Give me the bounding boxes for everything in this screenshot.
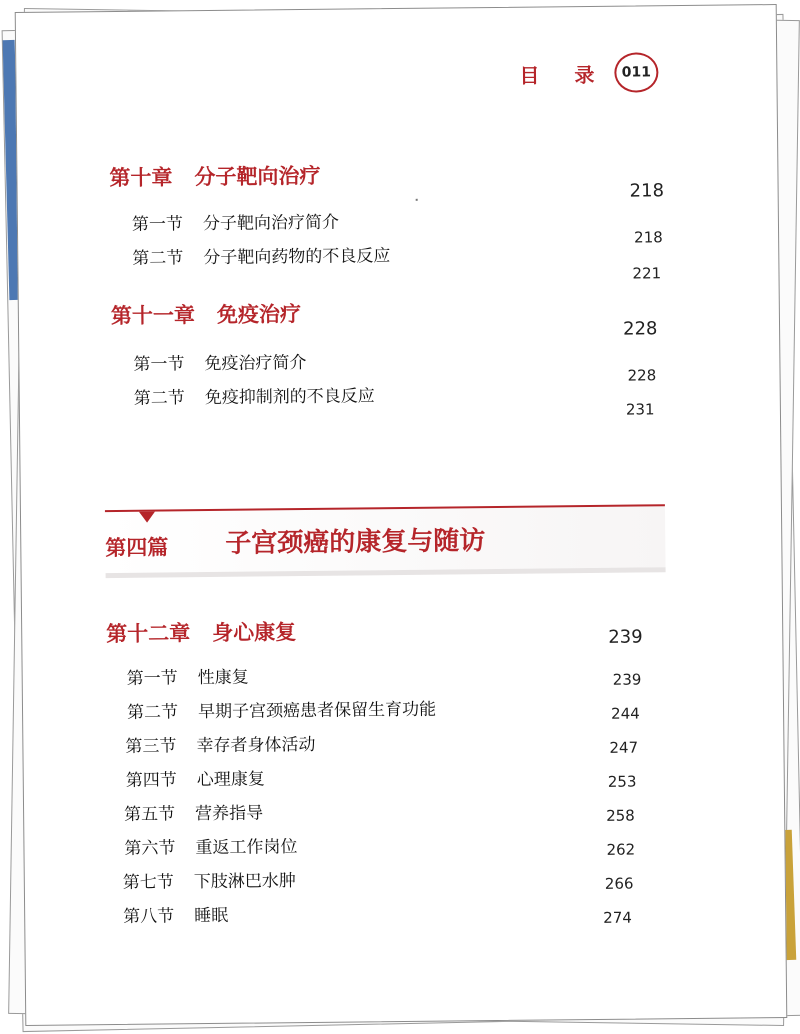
part-label: 第四篇	[105, 534, 169, 561]
section-label: 第二节	[132, 248, 184, 269]
part-title: 子宫颈癌的康复与随访	[225, 526, 486, 559]
section-page: 274	[603, 908, 632, 927]
section-label: 第一节	[133, 354, 185, 375]
section-title: 睡眠	[194, 905, 229, 927]
chapter-label: 第十一章	[110, 302, 196, 329]
section-page: 262	[606, 840, 636, 859]
section-label: 第六节	[124, 838, 176, 859]
section-title: 营养指导	[195, 803, 264, 825]
section-title: 分子靶向治疗简介	[202, 212, 340, 235]
chapter-heading[interactable]	[109, 160, 320, 192]
section-label: 第二节	[133, 388, 185, 409]
section-label: 第四节	[125, 770, 177, 791]
section-title: 免疫治疗简介	[204, 352, 307, 375]
section-page: 247	[609, 738, 639, 757]
section-entry[interactable]	[127, 695, 436, 723]
ink-dot	[416, 199, 418, 201]
chapter-title: 身心康复	[212, 619, 297, 645]
section-page: 239	[612, 670, 642, 689]
section-page: 244	[610, 704, 640, 723]
section-label: 第一节	[126, 668, 178, 689]
toc-page	[15, 4, 788, 1026]
chapter-label: 第十二章	[106, 620, 191, 647]
section-entry[interactable]	[124, 798, 263, 824]
chapter-heading[interactable]	[111, 298, 301, 330]
section-label: 第二节	[126, 702, 179, 723]
section-label: 第五节	[124, 804, 176, 825]
section-title: 早期子宫颈癌患者保留生育功能	[197, 699, 437, 723]
section-entry[interactable]	[127, 663, 249, 689]
section-entry[interactable]	[133, 348, 306, 375]
section-entry[interactable]	[132, 241, 390, 269]
section-title: 幸存者身体活动	[196, 734, 316, 757]
section-page: 218	[634, 228, 663, 247]
page-number-badge: 011	[614, 52, 658, 92]
section-entry[interactable]	[125, 730, 315, 757]
header-label: 目 录	[519, 62, 609, 88]
section-page: 266	[604, 874, 634, 893]
section-title: 下肢淋巴水肿	[193, 871, 296, 893]
section-title: 免疫抑制剂的不良反应	[204, 386, 375, 409]
chapter-page: 228	[622, 318, 658, 340]
page-header	[519, 52, 658, 93]
section-label: 第八节	[123, 906, 175, 927]
chapter-page: 218	[629, 180, 665, 202]
section-page: 253	[607, 772, 637, 791]
section-title: 分子靶向药物的不良反应	[203, 246, 391, 269]
section-label: 第一节	[131, 214, 184, 235]
section-title: 性康复	[197, 667, 249, 689]
section-entry[interactable]	[132, 208, 339, 235]
section-title: 重返工作岗位	[195, 837, 298, 859]
section-entry[interactable]	[126, 764, 265, 790]
chapter-title: 免疫治疗	[216, 301, 302, 327]
part-banner	[105, 504, 666, 578]
section-entry[interactable]	[123, 866, 296, 893]
section-entry[interactable]	[123, 901, 228, 927]
section-page: 231	[625, 400, 655, 419]
section-title: 心理康复	[196, 769, 265, 791]
chapter-heading[interactable]	[106, 616, 296, 648]
section-entry[interactable]	[134, 381, 375, 409]
section-label: 第三节	[125, 736, 177, 757]
triangle-marker-icon	[139, 512, 155, 523]
section-label: 第七节	[122, 872, 174, 893]
chapter-title: 分子靶向治疗	[194, 162, 321, 190]
chapter-label: 第十章	[109, 164, 173, 191]
section-page: 221	[632, 264, 662, 283]
section-page: 228	[627, 366, 657, 385]
chapter-page: 239	[608, 626, 643, 648]
section-entry[interactable]	[124, 832, 297, 859]
section-page: 258	[606, 806, 635, 825]
